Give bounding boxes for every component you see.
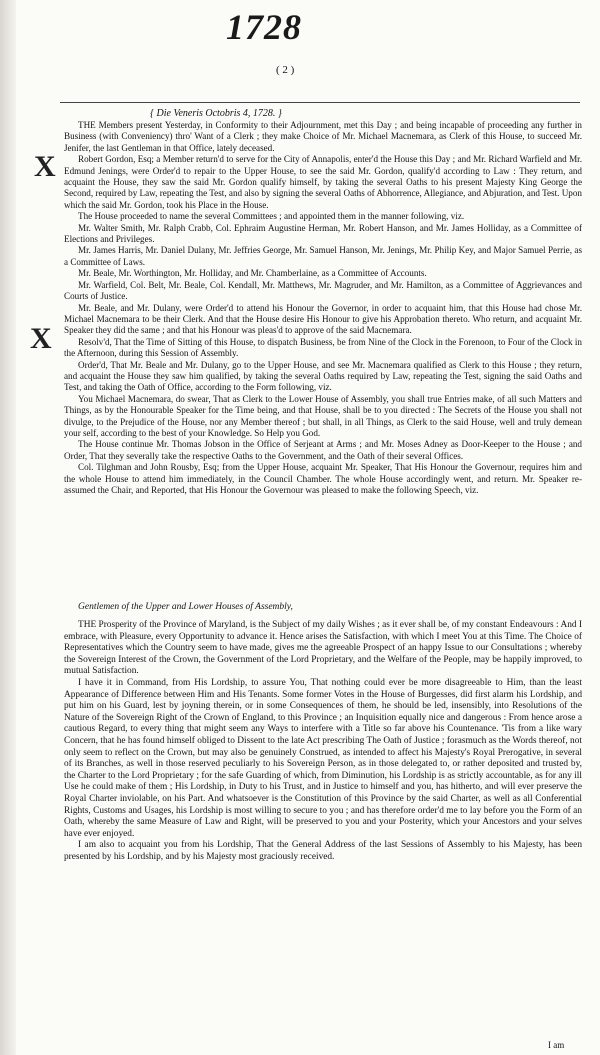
paragraph: Mr. Walter Smith, Mr. Ralph Crabb, Col. Ephraim Augustine Herman, Mr. Robert Hanson, and Mr. James Holliday, as a Committee of Elections and Privileges. [64, 222, 582, 245]
page-number: ( 2 ) [276, 64, 295, 76]
top-rule [60, 102, 580, 103]
paragraph: Mr. James Harris, Mr. Daniel Dulany, Mr. Jeffries George, Mr. Samuel Hanson, Mr. Jenings, Mr. Philip Key, and Major Samuel Perrie, as a Committee of Laws. [64, 245, 582, 267]
paragraph: Robert Gordon, Esq; a Member return'd to serve for the City of Annapolis, enter'd the House this Day ; and Mr. Richard Warfield and Mr. Edmund Jenings, were Order'd to repair to the Upper House, to see the said Mr. Gordon, qualify'd according to Law : They return, and acquaint the House, they saw the said Mr. Gordon qualify himself, by taking the several Oaths to his present Majesty King George the Second, required by Law, repeating the Test, and also by signing the several Oaths of Abhorrence, Allegiance, and Abjuration, and Test. Upon which the said Mr. Gordon, took his Place in the House. [64, 154, 582, 210]
paragraph: Mr. Beale, Mr. Worthington, Mr. Holliday, and Mr. Chamberlaine, as a Committee of Accounts. [78, 268, 427, 279]
paragraph: THE Prosperity of the Province of Maryland, is the Subject of my daily Wishes ; as it ever shall be, of my constant Endeavours : And I embrace, with Pleasure, every Opportunity to advance it. Hence arises the Satisfaction, with which I meet You at this Time. The Choice of Representatives which the Country seem to have made, gives me the agreeable Prospect of an happy Issue to our Consultations ; whereby the Sovereign Interest of the Crown, the Government of the Lord Proprietary, and the Welfare of the People, may be happily improved, to mutual Satisfaction. [64, 620, 582, 677]
paragraph: You Michael Macnemara, do swear, That as Clerk to the Lower House of Assembly, you shall true Entries make, of all such Matters and Things, as by the Honourable Speaker for the Time being, and that House, shall be to you directed : The Secrets of the House you shall not divulge, to the Prejudice of the House, nor any Member thereof ; but shall, in all Things, as Clerk to the said House, well and truly demean your self, according to the best of your Knowledge. So Help you God. [64, 393, 582, 438]
paragraph: Mr. Warfield, Col. Belt, Mr. Beale, Col. Kendall, Mr. Matthews, Mr. Magruder, and Mr. Hamilton, as a Committee of Aggrievances and Courts of Justice. [64, 279, 582, 302]
paragraph: The House continue Mr. Thomas Jobson in the Office of Serjeant at Arms ; and Mr. Moses Adney as Door-Keeper to the House ; and Order, That they severally take the respective Oaths to the Government, and the Oath of their several Offices. [64, 439, 582, 461]
paragraph: I am also to acquaint you from his Lordship, That the General Address of the last Sessions of Assembly to his Majesty, has been presented by his Lordship, and by his Majesty most graciously received. [64, 840, 582, 862]
year-heading: 1728 [226, 7, 302, 47]
margin-cross-mark: X [30, 322, 52, 355]
dateline: { Die Veneris Octobris 4, 1728. } [150, 108, 282, 119]
catchword: I am [548, 1040, 565, 1050]
paragraph: The House proceeded to name the several Committees ; and appointed them in the manner following, viz. [78, 211, 465, 222]
paragraph: THE Members present Yesterday, in Conformity to their Adjournment, met this Day ; and being incapable of proceeding any further in Business (with Conveniency) thro' Want of a Clerk ; they make Choice of Mr. Michael Macnemara, as Clerk of this House, to succeed Mr. Jenifer, the last Gentleman in that Office, lately deceased. [64, 120, 582, 153]
speech-heading: Gentlemen of the Upper and Lower Houses of Assembly, [78, 602, 293, 612]
speech-section [64, 620, 582, 863]
proceedings-section [64, 120, 582, 496]
binding-edge [0, 0, 16, 1055]
paragraph: Order'd, That Mr. Beale and Mr. Dulany, go to the Upper House, and see Mr. Macnemara qualified as Clerk to this House ; they return, and acquaint the House they saw him qualified, by taking the several Oaths required by Law, repeating the Test, signing the said Oaths and Test, and taking the Oath of Office, according to the Form following, viz. [64, 359, 582, 393]
margin-cross-mark: X [34, 150, 56, 183]
paragraph: I have it in Command, from His Lordship, to assure You, That nothing could ever be more disagreeable to Him, than the least Appearance of Difference between Him and His Tenants. Some former Votes in the House of Burgesses, did first alarm his Lordship, and put him on his Guard, lest by joyning therein, or in some Consequences of them, he should be led, insensibly, into Resolutions of the Nature of the Sovereign Right of the Crown of England, to this Province ; an Inquisition equally nice and dangerous : From hence arose a cautious Regard, to every thing that might seem any Ways to interfere with a Title so far above his Countenance. 'Tis from a like wary Concern, that he has found himself obliged to Dissent to the late Act prescribing The Oath of Justice ; forasmuch as the Words thereof, not only seem to reflect on the Crown, but may also be genuinely Construed, as intended to affect his Majesty's Royal Prerogative, in several of its Branches, as well in those reserved peculiarly to his Sovereign Person, as in those delegated to, or rather deposited and trusted by, the Charter to the Lord Proprietary ; for the safe Guarding of which, from Diminution, his Lordship is as strictly accountable, as for any ill Use he could make of them ; His Lordship, in Duty to his Trust, and in Justice to himself and you, has hitherto, and will ever preserve the Royal Charter inviolable, on his Part. And whatsoever is the Constitution of this Province by the said Charter, as well as all Conferential Rights, Customs and Usages, his Lordship is most willing to secure to you ; and has therefore order'd me to lay before you the Form of an Oath, whereby the same Measure of Law and Right, will be preserved to you and your Posterity, which your Ancestors and your selves have ever enjoyed. [64, 677, 582, 839]
paragraph: Col. Tilghman and John Rousby, Esq; from the Upper House, acquaint Mr. Speaker, That His Honour the Governour, requires him and the whole House to attend him immediately, in the Council Chamber. The whole House accordingly went, and return. Mr. Speaker re-assumed the Chair, and Reported, that His Honour the Governour was pleased to make the following Speech, viz. [64, 462, 582, 495]
paragraph: Mr. Beale, and Mr. Dulany, were Order'd to attend his Honour the Governor, in order to acquaint him, that this House had chose Mr. Michael Macnemara to be their Clerk. And that the House desire His Honour to give his Approbation thereto. Who return, and acquaint Mr. Speaker they did the same ; and that his Honour was pleas'd to approve of the said Macnemara. [64, 302, 582, 336]
paragraph: Resolv'd, That the Time of Sitting of this House, to dispatch Business, be from Nine of the Clock in the Forenoon, to Four of the Clock in the Afternoon, during this Session of Assembly. [64, 336, 582, 359]
